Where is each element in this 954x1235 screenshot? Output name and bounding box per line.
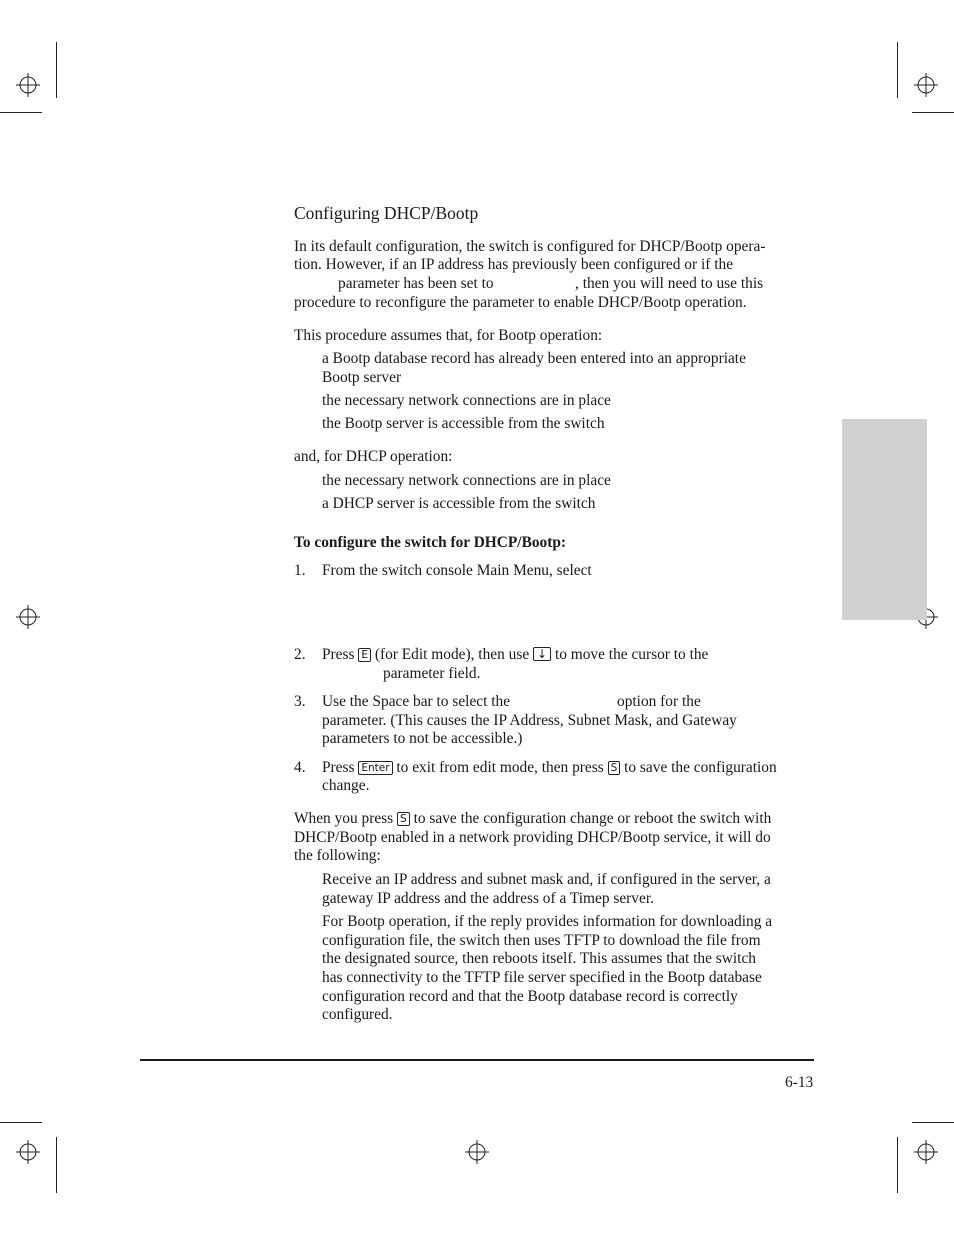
crop-mark bbox=[0, 112, 42, 113]
paragraph-part: to save the configuration change or reboot the switch with bbox=[413, 810, 772, 827]
list-item: configuration record and that the Bootp database record is correctly bbox=[322, 988, 738, 1005]
list-item: configured. bbox=[322, 1006, 393, 1023]
step-text: parameter field. bbox=[383, 665, 481, 682]
down-arrow-icon: ↓ bbox=[533, 647, 551, 661]
registration-mark-icon bbox=[16, 1140, 40, 1164]
list-item: the designated source, then reboots itself. This assumes that the switch bbox=[322, 950, 756, 967]
step-text bbox=[322, 759, 777, 777]
step-text: change. bbox=[322, 777, 370, 794]
crop-mark bbox=[912, 112, 954, 113]
paragraph-line bbox=[294, 810, 771, 828]
step-number: 4. bbox=[294, 759, 306, 776]
list-item: gateway IP address and the address of a Timep server. bbox=[322, 890, 654, 907]
intro-line: In its default configuration, the switch is configured for DHCP/Bootp opera- bbox=[294, 238, 766, 255]
paragraph-part: When you press bbox=[294, 810, 394, 827]
crop-mark bbox=[0, 1122, 42, 1123]
footer-rule bbox=[140, 1059, 814, 1061]
step-text: parameter. (This causes the IP Address, Subnet Mask, and Gateway bbox=[322, 712, 737, 729]
bootp-lead: This procedure assumes that, for Bootp operation: bbox=[294, 327, 603, 344]
list-item: the Bootp server is accessible from the switch bbox=[322, 415, 605, 432]
registration-mark-icon bbox=[16, 73, 40, 97]
step-text-part: (for Edit mode), then use bbox=[374, 646, 530, 663]
list-item: the necessary network connections are in place bbox=[322, 472, 611, 489]
step-number: 3. bbox=[294, 693, 306, 710]
step-text bbox=[322, 646, 708, 664]
list-item: Receive an IP address and subnet mask and, if configured in the server, a bbox=[322, 871, 771, 888]
list-item: has connectivity to the TFTP file server specified in the Bootp database bbox=[322, 969, 762, 986]
registration-mark-icon bbox=[914, 73, 938, 97]
step-text-part: to exit from edit mode, then press bbox=[396, 759, 604, 776]
crop-mark bbox=[56, 42, 57, 98]
paragraph-line: the following: bbox=[294, 847, 381, 864]
list-item: a DHCP server is accessible from the switch bbox=[322, 495, 596, 512]
list-item: configuration file, the switch then uses TFTP to download the file from bbox=[322, 932, 761, 949]
key-cap: S bbox=[397, 812, 410, 826]
step-text: parameters to not be accessible.) bbox=[322, 730, 523, 747]
registration-mark-icon bbox=[914, 1140, 938, 1164]
list-item: Bootp server bbox=[322, 369, 402, 386]
registration-mark-icon bbox=[465, 1140, 489, 1164]
intro-line: , then you will need to use this bbox=[575, 275, 764, 292]
procedure-title: To configure the switch for DHCP/Bootp: bbox=[294, 534, 567, 551]
step-text: option for the bbox=[617, 693, 701, 710]
crop-mark bbox=[56, 1137, 57, 1193]
step-text-part: to move the cursor to the bbox=[554, 646, 709, 663]
key-cap: E bbox=[358, 648, 371, 662]
list-item: For Bootp operation, if the reply provides information for downloading a bbox=[322, 913, 773, 930]
list-item: the necessary network connections are in place bbox=[322, 392, 611, 409]
step-text-part: Press bbox=[322, 759, 355, 776]
step-number: 1. bbox=[294, 562, 306, 579]
crop-mark bbox=[912, 1122, 954, 1123]
intro-line: parameter has been set to bbox=[338, 275, 494, 292]
step-number: 2. bbox=[294, 646, 306, 663]
list-item: a Bootp database record has already been entered into an appropriate bbox=[322, 350, 746, 367]
step-text: Use the Space bar to select the bbox=[322, 693, 511, 710]
page-number: 6-13 bbox=[785, 1074, 814, 1091]
step-text: From the switch console Main Menu, select bbox=[322, 562, 592, 579]
key-cap: Enter bbox=[358, 761, 392, 775]
dhcp-lead: and, for DHCP operation: bbox=[294, 448, 453, 465]
section-heading: Configuring DHCP/Bootp bbox=[294, 203, 479, 223]
intro-line: procedure to reconfigure the parameter to enable DHCP/Bootp operation. bbox=[294, 294, 747, 311]
paragraph-line: DHCP/Bootp enabled in a network providing DHCP/Bootp service, it will do bbox=[294, 829, 771, 846]
step-text-part: Press bbox=[322, 646, 355, 663]
intro-line: tion. However, if an IP address has previously been configured or if the bbox=[294, 256, 734, 273]
crop-mark bbox=[897, 1137, 898, 1193]
key-cap: S bbox=[608, 761, 621, 775]
registration-mark-icon bbox=[16, 605, 40, 629]
crop-mark bbox=[897, 42, 898, 98]
step-text-part: to save the configuration bbox=[624, 759, 777, 776]
chapter-tab bbox=[842, 419, 927, 620]
